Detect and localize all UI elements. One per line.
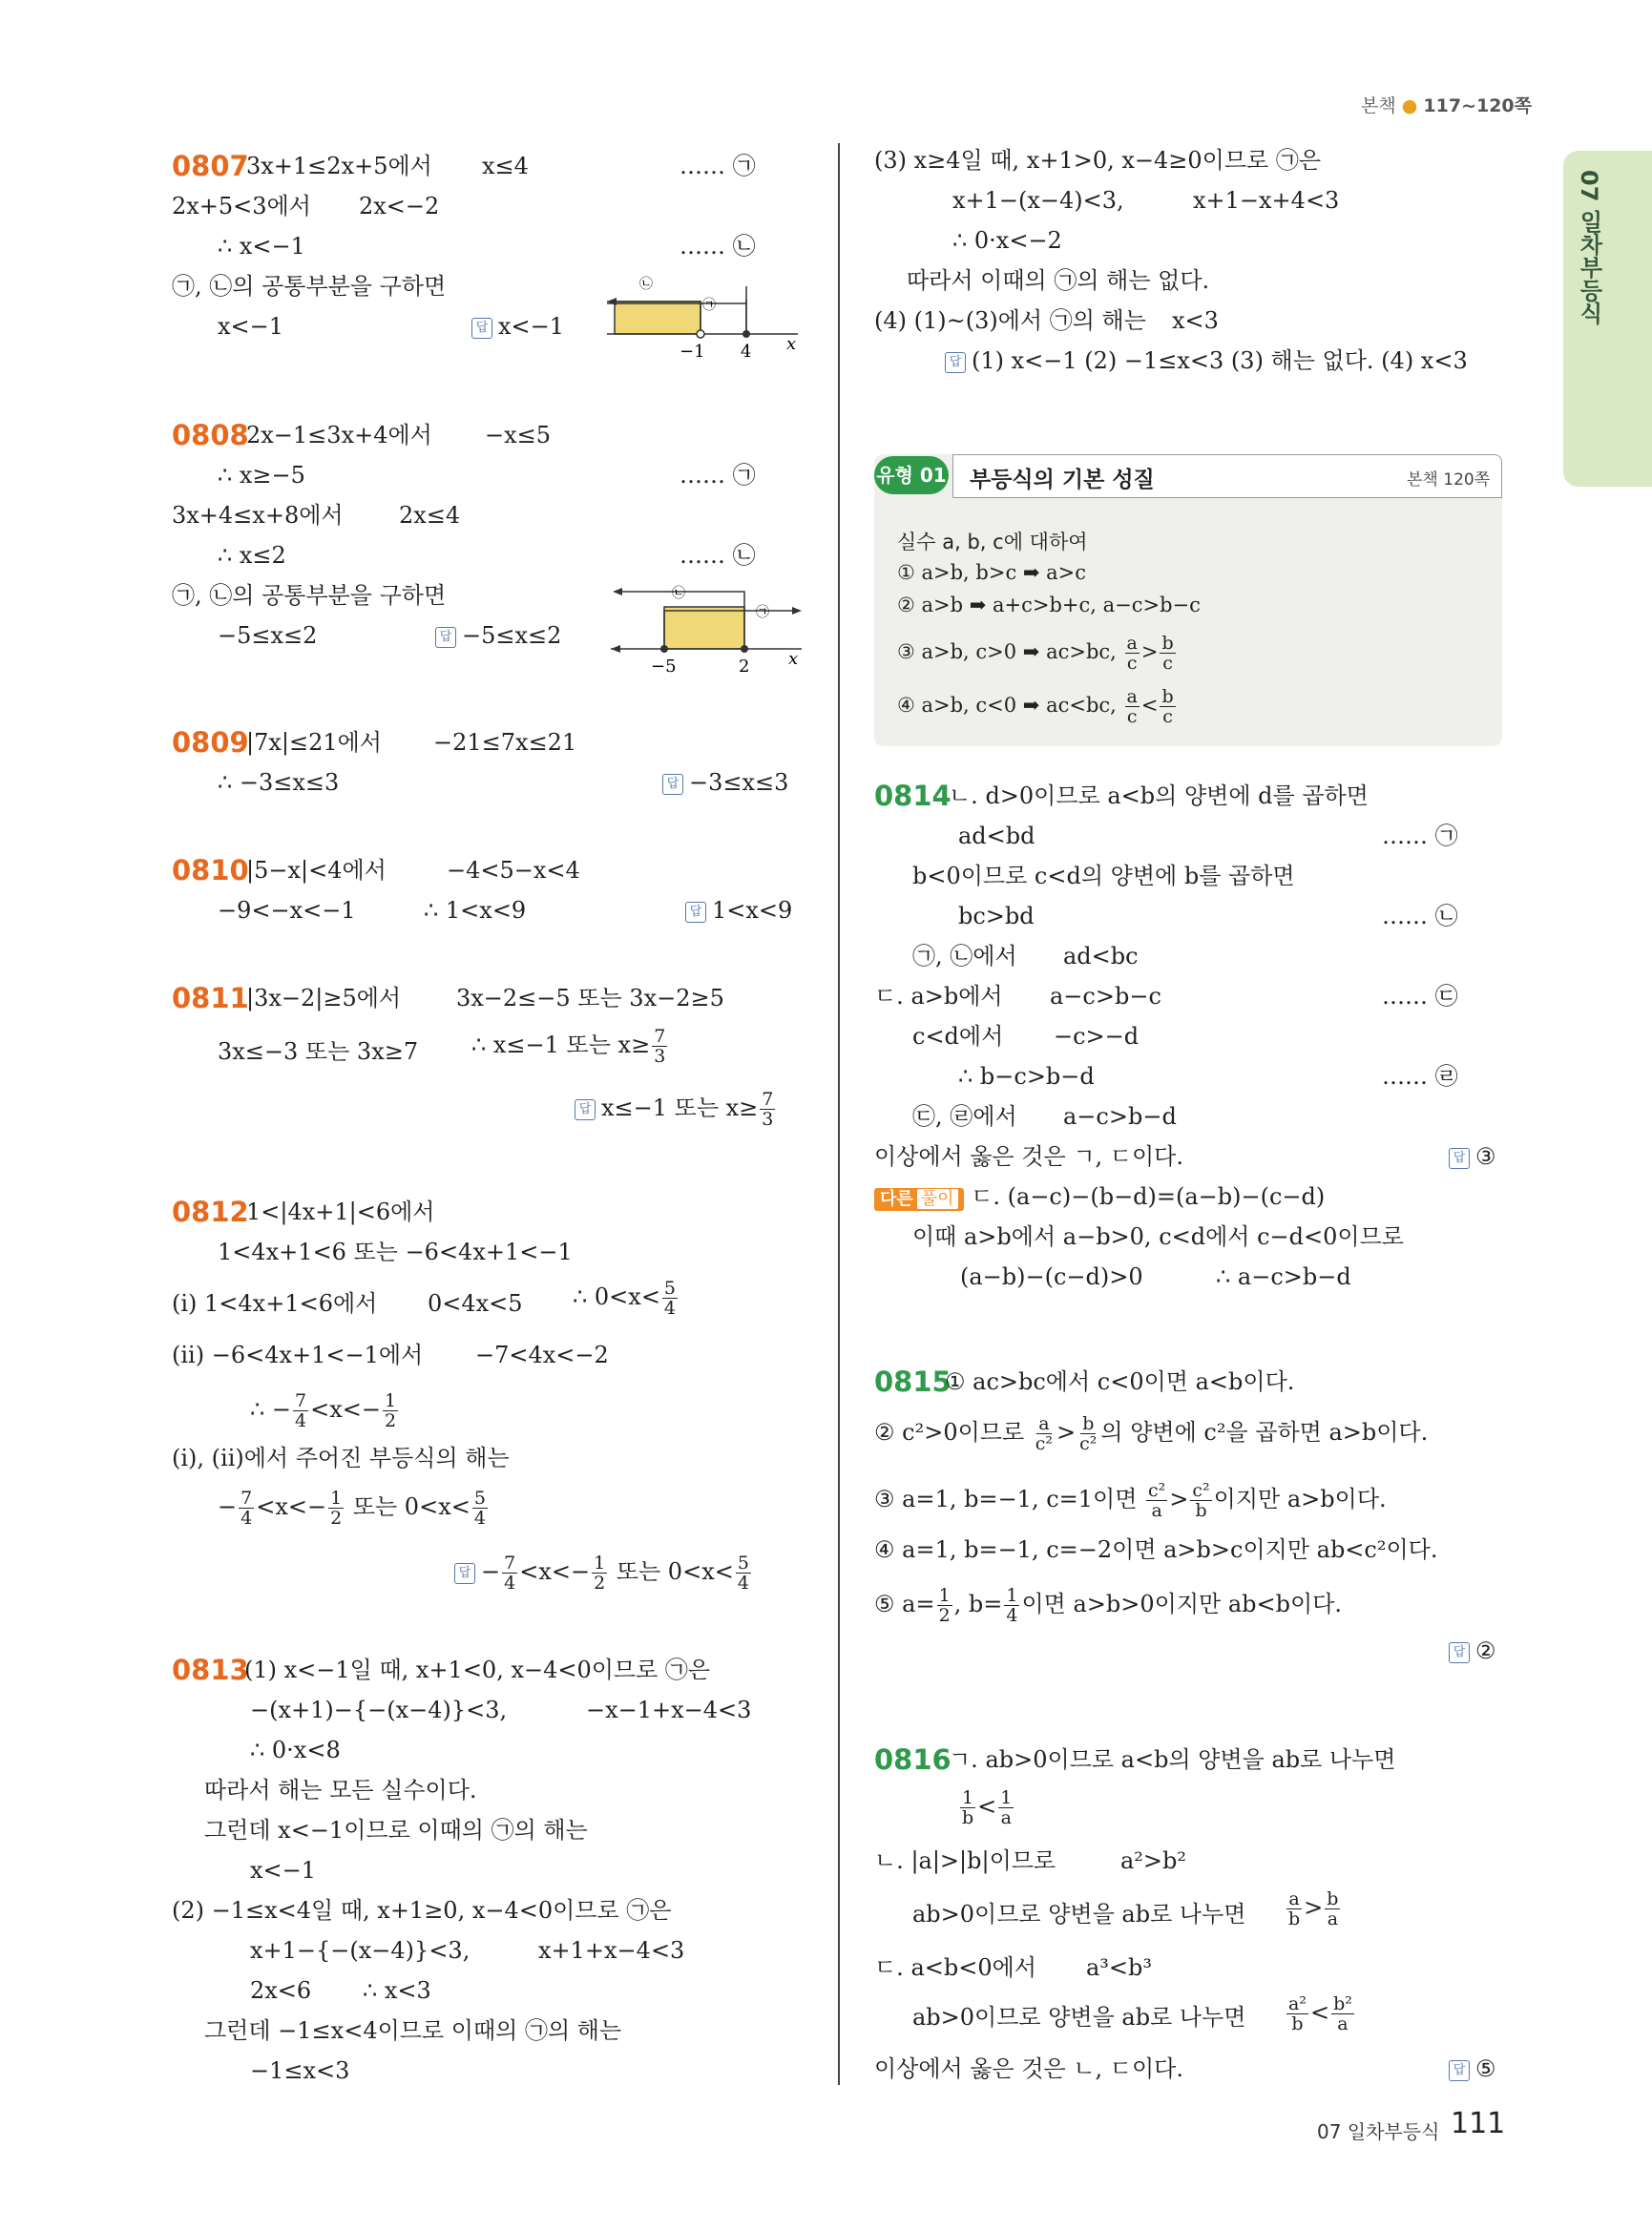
answer-icon: 답	[1449, 1148, 1470, 1169]
answer-icon: 답	[435, 627, 456, 648]
line: 2x≤4	[399, 502, 461, 529]
line: ∴ 0·x<−2	[952, 227, 1062, 254]
problem-number-0814: 0814	[874, 780, 951, 812]
answer-0812: 답 − $\frac{7}{4}$ <x<− $\frac{1}{2}$ 또는 0<x< $\frac{5}{4}$	[454, 1553, 753, 1593]
axis-label: x	[786, 334, 797, 354]
problem-number-0816: 0816	[874, 1743, 951, 1776]
line: ① ac>bc에서 c<0이면 a<b이다.	[945, 1368, 1295, 1395]
mark-ref: …… ㉡	[680, 233, 756, 260]
alt-solution-badge: 다른 풀이	[874, 1188, 964, 1211]
chapter-side-tab-label: 07 일차부등식	[1576, 170, 1602, 324]
tick-right: 4	[741, 342, 752, 362]
line: −1≤x<3	[250, 2057, 350, 2084]
line: x<3	[1172, 307, 1219, 334]
line: ad<bd	[958, 823, 1035, 849]
line: ∴ 1<x<9	[424, 897, 527, 924]
mark-ref: …… ㉠	[680, 462, 756, 489]
answer-0814: 답 ③	[1449, 1141, 1496, 1172]
concept-title: 부등식의 기본 성질	[970, 468, 1155, 492]
line: bc>bd	[958, 903, 1035, 929]
answer-icon: 답	[1449, 1642, 1470, 1663]
answer-icon: 답	[945, 352, 966, 373]
line: a²>b²	[1120, 1847, 1187, 1874]
line: (4) (1)~(3)에서 ㉠의 해는	[874, 307, 1146, 334]
line: ㄷ. a<b<0에서	[874, 1954, 1036, 1981]
line: 3x+4≤x+8에서	[172, 502, 344, 529]
line: ab>0이므로 양변을 ab로 나누면	[912, 1901, 1246, 1928]
shade-region	[615, 302, 701, 334]
fraction: $\frac{7}{3}$	[654, 1026, 666, 1067]
line: ∴ − $\frac{7}{4}$ <x<− $\frac{1}{2}$	[250, 1390, 397, 1431]
line: 2x<6	[250, 1977, 312, 2004]
line: $\frac{\text{a²}}{b}$ < $\frac{\text{b²}}{a}$	[1288, 1993, 1352, 2034]
line: x+1−x+4<3	[1193, 187, 1340, 214]
problem-number-0808: 0808	[172, 419, 249, 451]
axis-label: x	[788, 649, 799, 669]
answer-0816: 답 ⑤	[1449, 2054, 1496, 2084]
line: ad<bc	[1063, 943, 1139, 970]
marker-1: ㉠	[702, 298, 716, 313]
mark-ref: …… ㉡	[680, 542, 756, 569]
line: (3) x≥4일 때, x+1>0, x−4≥0이므로 ㉠은	[874, 147, 1322, 174]
mark-ref: …… ㉡	[1382, 903, 1458, 929]
marker-1: ㉠	[756, 605, 769, 620]
line: (1) x<−1일 때, x+1<0, x−4<0이므로 ㉠은	[244, 1657, 711, 1683]
line: 다른 풀이 ㄷ. (a−c)−(b−d)=(a−b)−(c−d)	[874, 1181, 1325, 1212]
line: ⑤ a= $\frac{1}{2}$ , b= $\frac{1}{4}$ 이면 a>b>0이지만 ab<b이다.	[874, 1585, 1342, 1626]
line: ③ a>b, c>0 ➡ ac>bc, $\frac{a}{c}$ > $\frac{b}{c}$	[897, 633, 1174, 674]
line: −(x+1)−{−(x−4)}<3,	[250, 1697, 508, 1723]
mark-ref: …… ㉠	[1382, 823, 1458, 849]
answer-icon: 답	[685, 902, 706, 923]
line: $\frac{a}{b}$ > $\frac{b}{a}$	[1288, 1888, 1339, 1929]
line: 1<|4x+1|<6에서	[246, 1199, 435, 1225]
line: 실수 a, b, c에 대하여	[897, 531, 1088, 553]
line: (ii) −6<4x+1<−1에서	[172, 1342, 424, 1368]
answer-0815: 답 ②	[1449, 1636, 1496, 1666]
problem-number-0813: 0813	[172, 1654, 249, 1686]
line: x<−1	[218, 313, 284, 340]
line: ④ a=1, b=−1, c=−2이면 a>b>c이지만 ab<c²이다.	[874, 1536, 1438, 1563]
problem-number-0815: 0815	[874, 1366, 951, 1398]
line: ㄴ. d>0이므로 a<b의 양변에 d를 곱하면	[949, 782, 1369, 809]
line: $\frac{1}{b}$ < $\frac{1}{a}$	[962, 1787, 1013, 1828]
footer-chapter: 07 일차부등식	[1317, 2120, 1440, 2143]
line: a−c>b−c	[1050, 983, 1161, 1010]
line: ② c²>0이므로 $\frac{a}{\text{c²}}$ > $\frac{b}{\text{c²}}$ 의 양변에 c²을 곱하면 a>b이다.	[874, 1413, 1429, 1454]
line: b<0이므로 c<d의 양변에 b를 곱하면	[912, 863, 1295, 889]
line: ㉠, ㉡의 공통부분을 구하면	[172, 273, 447, 300]
line: ㄴ. |a|>|b|이므로	[874, 1847, 1056, 1874]
answer-icon: 답	[471, 318, 492, 339]
line: −21≤7x≤21	[433, 729, 577, 756]
line: −5≤x≤2	[218, 622, 318, 649]
marker-2: ㉡	[639, 277, 653, 292]
line: 2x+5<3에서	[172, 193, 311, 219]
line: ∴ 0·x<8	[250, 1737, 341, 1763]
line: (a−b)−(c−d)>0	[960, 1263, 1143, 1290]
answer-0809: 답 −3≤x≤3	[662, 767, 788, 798]
line: 이때 a>b에서 a−b>0, c<d에서 c−d<0이므로	[912, 1223, 1404, 1250]
line: 따라서 이때의 ㉠의 해는 없다.	[907, 267, 1210, 294]
answer-0811: 답 x≤−1 또는 x≥ $\frac{7}{3}$	[575, 1090, 777, 1129]
line: ④ a>b, c<0 ➡ ac<bc, $\frac{a}{c}$ < $\frac{b}{c}$	[897, 686, 1174, 727]
mark-ref: …… ㉠	[680, 153, 756, 179]
answer-0808: 답 −5≤x≤2	[435, 620, 561, 651]
line: ∴ b−c>b−d	[958, 1063, 1095, 1090]
header-page-ref: 본책 ● 117~120쪽	[1361, 95, 1533, 116]
line: 3x−2≤−5 또는 3x−2≥5	[456, 985, 724, 1011]
line: ∴ x≤−1 또는 x≥ $\frac{7}{3}$	[471, 1026, 666, 1067]
line: ㄷ. a>b에서	[874, 983, 1003, 1010]
page-number: 111	[1451, 2107, 1506, 2140]
answer-0813: 답 (1) x<−1 (2) −1≤x<3 (3) 해는 없다. (4) x<3	[945, 345, 1468, 376]
type-badge: 유형 01	[874, 456, 949, 494]
line: ∴ a−c>b−d	[1216, 1263, 1351, 1290]
line: ① a>b, b>c ➡ a>c	[897, 561, 1087, 584]
line: 2x−1≤3x+4에서	[246, 422, 432, 448]
line: a−c>b−d	[1063, 1103, 1177, 1130]
line: |5−x|<4에서	[246, 857, 387, 884]
line: ㉠, ㉡에서	[912, 943, 1017, 970]
line: ∴ x<3	[363, 1977, 431, 2004]
line: (i) 1<4x+1<6에서	[172, 1290, 378, 1317]
answer-0807: 답 x<−1	[471, 311, 564, 342]
line: 1<4x+1<6 또는 −6<4x+1<−1	[218, 1239, 573, 1265]
answer-icon: 답	[1449, 2060, 1470, 2081]
line: 그런데 x<−1이므로 이때의 ㉠의 해는	[204, 1817, 588, 1844]
line: ② a>b ➡ a+c>b+c, a−c>b−c	[897, 594, 1201, 616]
line: 2x<−2	[359, 193, 440, 219]
number-line-0808	[611, 578, 811, 674]
line: |3x−2|≥5에서	[246, 985, 402, 1011]
line: ∴ 0<x< $\frac{5}{4}$	[573, 1278, 677, 1319]
line: 3x≤−3 또는 3x≥7	[218, 1038, 419, 1065]
line: ㉢, ㉣에서	[912, 1103, 1017, 1130]
problem-number-0811: 0811	[172, 982, 249, 1014]
mark-ref: …… ㉣	[1382, 1063, 1458, 1090]
line: −c>−d	[1054, 1023, 1140, 1050]
mark-ref: …… ㉢	[1382, 983, 1458, 1010]
line: ab>0이므로 양변을 ab로 나누면	[912, 2004, 1246, 2031]
line: ③ a=1, b=−1, c=1이면 $\frac{\text{c²}}{a}$ > $\frac{\text{c²}}{b}$ 이지만 a>b이다.	[874, 1480, 1387, 1521]
answer-0810: 답 1<x<9	[685, 895, 792, 926]
line: −9<−x<−1	[218, 897, 356, 924]
line: (i), (ii)에서 주어진 부등식의 해는	[172, 1445, 510, 1471]
line: x+1−(x−4)<3,	[952, 187, 1124, 214]
line: 그런데 −1≤x<4이므로 이때의 ㉠의 해는	[204, 2017, 622, 2044]
line: 0<4x<5	[428, 1290, 523, 1317]
line: ∴ x≤2	[218, 542, 286, 569]
tick-left: −5	[651, 657, 677, 674]
line: 3x+1≤2x+5에서	[246, 153, 432, 179]
answer-icon: 답	[575, 1099, 596, 1120]
line: −x−1+x−4<3	[586, 1697, 752, 1723]
line: ㉠, ㉡의 공통부분을 구하면	[172, 582, 447, 609]
concept-ref: 본책 120쪽	[1407, 470, 1491, 490]
line: ㄱ. ab>0이므로 a<b의 양변을 ab로 나누면	[949, 1746, 1396, 1773]
line: c<d에서	[912, 1023, 1004, 1050]
answer-icon: 답	[662, 774, 683, 795]
tick-right: 2	[739, 657, 750, 674]
line: − $\frac{7}{4}$ <x<− $\frac{1}{2}$ 또는 0<x< $\frac{5}{4}$	[218, 1488, 486, 1529]
line: −7<4x<−2	[475, 1342, 609, 1368]
line: x≤4	[482, 153, 529, 179]
line: 이상에서 옳은 것은 ㄴ, ㄷ이다.	[874, 2055, 1183, 2082]
answer-icon: 답	[454, 1563, 475, 1584]
marker-2: ㉡	[672, 586, 685, 601]
number-line-0807	[607, 267, 807, 363]
problem-number-0807: 0807	[172, 150, 249, 182]
column-divider	[838, 143, 840, 2085]
problem-number-0809: 0809	[172, 726, 249, 759]
line: a³<b³	[1086, 1954, 1153, 1981]
line: 이상에서 옳은 것은 ㄱ, ㄷ이다.	[874, 1143, 1183, 1170]
problem-number-0810: 0810	[172, 854, 249, 886]
line: ∴ −3≤x≤3	[218, 769, 340, 796]
line: |7x|≤21에서	[246, 729, 382, 756]
line: x<−1	[250, 1857, 317, 1884]
line: (2) −1≤x<4일 때, x+1≥0, x−4<0이므로 ㉠은	[172, 1897, 672, 1924]
line: ∴ x≥−5	[218, 462, 305, 489]
line: ∴ x<−1	[218, 233, 305, 260]
line: −x≤5	[485, 422, 552, 448]
line: 따라서 해는 모든 실수이다.	[204, 1777, 477, 1804]
problem-number-0812: 0812	[172, 1196, 249, 1228]
line: x+1−{−(x−4)}<3,	[250, 1937, 471, 1964]
shade-region	[664, 607, 744, 649]
tick-left: −1	[680, 342, 705, 362]
line: x+1+x−4<3	[538, 1937, 685, 1964]
line: −4<5−x<4	[447, 857, 580, 884]
